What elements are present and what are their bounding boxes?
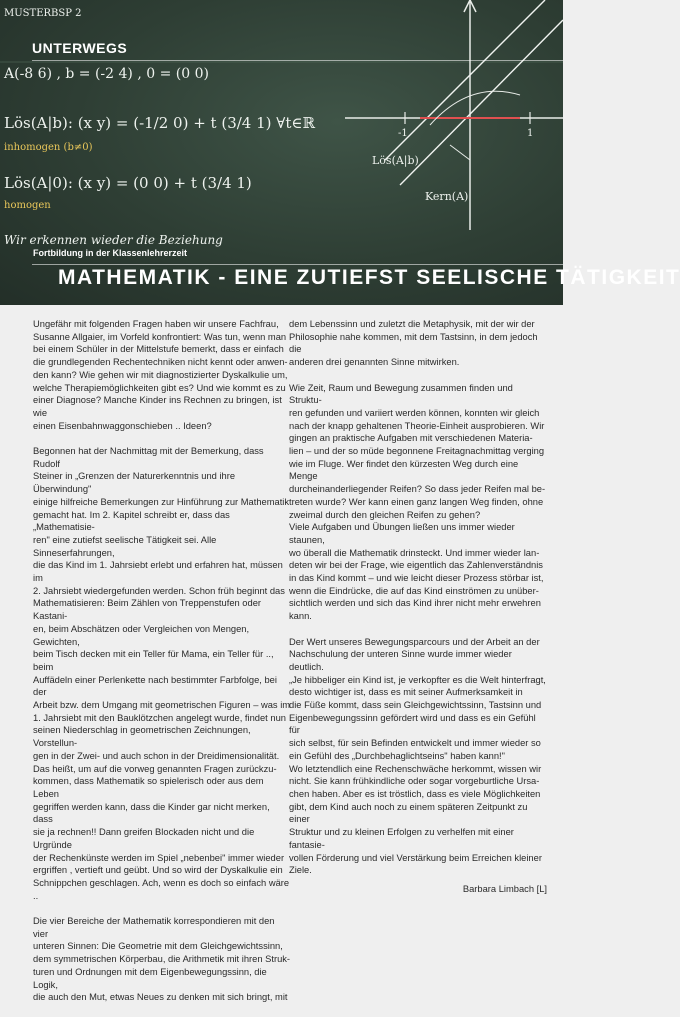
paragraph: dem Lebenssinn und zuletzt die Metaphysik, mit der wir der Philosophie nahe kommen, mit dem Tastsinn, in dem jedoch die anderen drei genannten Sinne mitwirken. <box>289 319 538 368</box>
title-divider <box>32 264 563 265</box>
graph-line-kern <box>385 0 545 160</box>
column-right <box>289 318 547 908</box>
paragraph: Die vier Bereiche der Mathematik korrespondieren mit den vier unteren Sinnen: Die Geometrie mit dem Gleichgewichtssinn, dem symmetrischen Körperbau, die Arithmetik mit ihren Struk- turen und Ordnungen mit dem Eigenbewegungssinn, die Logik, die auch den Mut, etwas Neues zu denken mit sich bringt, mit <box>33 916 291 1003</box>
graph-label-kern: Kern(A) <box>425 190 469 203</box>
section-tag: UNTERWEGS <box>32 40 128 56</box>
board-line2-note: inhomogen (b≠0) <box>4 142 93 153</box>
board-line4: Wir erkennen wieder die Beziehung <box>4 233 223 247</box>
hero-image <box>0 0 680 305</box>
board-line2: Lös(A|b): (x y) = (-1/2 0) + t (3/4 1) ∀t∈ℝ <box>4 114 315 132</box>
board-line3-note: homogen <box>4 200 51 211</box>
paragraph: Der Wert unseres Bewegungsparcours und der Arbeit an der Nachschulung der unteren Sinne wurde immer wieder deutlich. „Je hibbeliger ein Kind ist, je verkopfter es die Welt hinterfragt, desto wichtiger ist, dass es mit seiner Aufmerksamkeit in die Füße kommt, dass sein Gleichgewichtssinn, Tastsinn und Eigenbewegungssinn gefördert wird und dass es ein Gefühl für sich selbst, für sein Befinden entwickelt und immer wieder so ein Gefühl des „Durchbehaglichtseins" haben kann!" Wo letztendlich eine Rechenschwäche herkommt, wissen wir nicht. Sie kann frühkindliche oder sogar vorgeburtliche Ursa- chen haben. Aber es ist tröstlich, dass es viele Möglichkeiten gibt, dem Kind auch noch zu einem späteren Zeitpunkt zu einer Struktur und zu kleinen Erfolgen zu verhelfen mit einer fantasie- vollen Förderung und viel Verstärkung beim Erreichen kleiner Ziele. <box>289 636 546 876</box>
paragraph: Begonnen hat der Nachmittag mit der Bemerkung, dass Rudolf Steiner in „Grenzen der Naturerkenntnis und ihre Überwindung" einige hilfreiche Bemerkungen zur Hinführung zur Mathematik gemacht hat. Im 2. Kapitel schreibt er, dass das „Mathematisie- ren" eine zutiefst seelische Tätigkeit sei. Alle Sinneserfahrungen, die das Kind im 1. Jahrsiebt erlebt und erfahren hat, müssen im 2. Jahrsiebt wiedergefunden werden. Schon früh beginnt das Mathematisieren: Beim Zählen von Treppenstufen oder Kastani- en, beim Abschätzen oder Vergleichen von Mengen, Gewichten, beim Tisch decken mit ein Teller für Mama, ein Teller für .., beim Auffädeln einer Perlenkette nach bestimmter Farbfolge, bei der Arbeit bzw. dem Umgang mit geometrischen Figuren – was im 1. Jahrsiebt mit den Bauklötzchen angelegt wurde, findet nun seinen Niederschlag in geometrischen Zeichnungen, Vorstellun- gen in der Zwei- und auch schon in der Dreidimensionalität. Das heißt, um auf die vorweg genannten Fragen zurückzu- kommen, dass Mathematik so spielerisch oder aus dem Leben gegriffen werden kann, dass die Kinder gar nicht merken, dass sie ja rechnen!! Dann greifen Blockaden nicht und die Urgründe der Rechenkünste werden im Spiel „nebenbei" immer wieder ergriffen , vertieft und geübt. Und so wird der Dyskalkulie ein Schnippchen geschlagen. Ach, wenn es doch so einfach wäre .. <box>33 446 291 901</box>
article-title: MATHEMATIK - EINE ZUTIEFST SEELISCHE TÄTIGKEIT <box>58 266 680 289</box>
graph-label-loes: Lös(A|b) <box>372 154 419 167</box>
paragraph: Ungefähr mit folgenden Fragen haben wir unsere Fachfrau, Susanne Allgaier, im Vorfeld konfrontiert: Was tun, wenn man bei einem Schüler in der Mittelstufe bemerkt, dass er einfach die grundlegenden Rechentechniken nicht kennt oder anwen- den kann? Wie gehen wir mit diagnostizierter Dyskalkulie um, welche Therapiemöglichkeiten gibt es? Und wie kommt es zu einer Diagnose? Manche Kinder ins Rechnen zu bringen, ist wie einen Eisenbahnwaggonschieben .. Ideen? <box>33 319 288 431</box>
paragraph: Wie Zeit, Raum und Bewegung zusammen finden und Struktu- ren gefunden und variiert werden können, konnten wir gleich nach der knapp gehaltenen Theorie-Einheit ausprobieren. Wir gingen an praktische Aufgaben mit verschiedenen Materia- lien – und der so müde begonnene Freitagnachmittag verging wie im Fluge. Wer findet den kürzesten Weg durch eine Menge durcheinanderliegender Reifen? So dass jeder Reifen mal be- treten wurde? Wer kann einen ganz langen Weg finden, ohne zweimal durch den gleichen Reifen zu gehen? Viele Aufgaben und Übungen ließen uns immer wieder staunen, wo überall die Mathematik drinsteckt. Und immer wieder lan- deten wir bei der Frage, wie eigentlich das Zahlenverständnis in das Kind kommt – und wie leicht dieser Prozess störbar ist, wenn die Eindrücke, die auf das Kind einströmen zu unüber- sichtlich werden und sich das Kind ihrer nicht mehr erwehren kann. <box>289 382 546 622</box>
board-line3: Lös(A|0): (x y) = (0 0) + t (3/4 1) <box>4 174 252 192</box>
board-line1: A(-8 6) , b = (-2 4) , 0 = (0 0) <box>4 66 209 82</box>
board-header: MUSTERBSP 2 <box>4 8 82 19</box>
section-divider <box>32 60 563 61</box>
kicker: Fortbildung in der Klassenlehrerzeit <box>33 248 188 258</box>
graph-line-loes <box>400 20 563 185</box>
column-left <box>33 318 291 1017</box>
graph-tick-neg: -1 <box>398 128 408 139</box>
author-byline: Barbara Limbach [L] <box>462 883 547 894</box>
graph-tick-pos: 1 <box>527 128 534 139</box>
